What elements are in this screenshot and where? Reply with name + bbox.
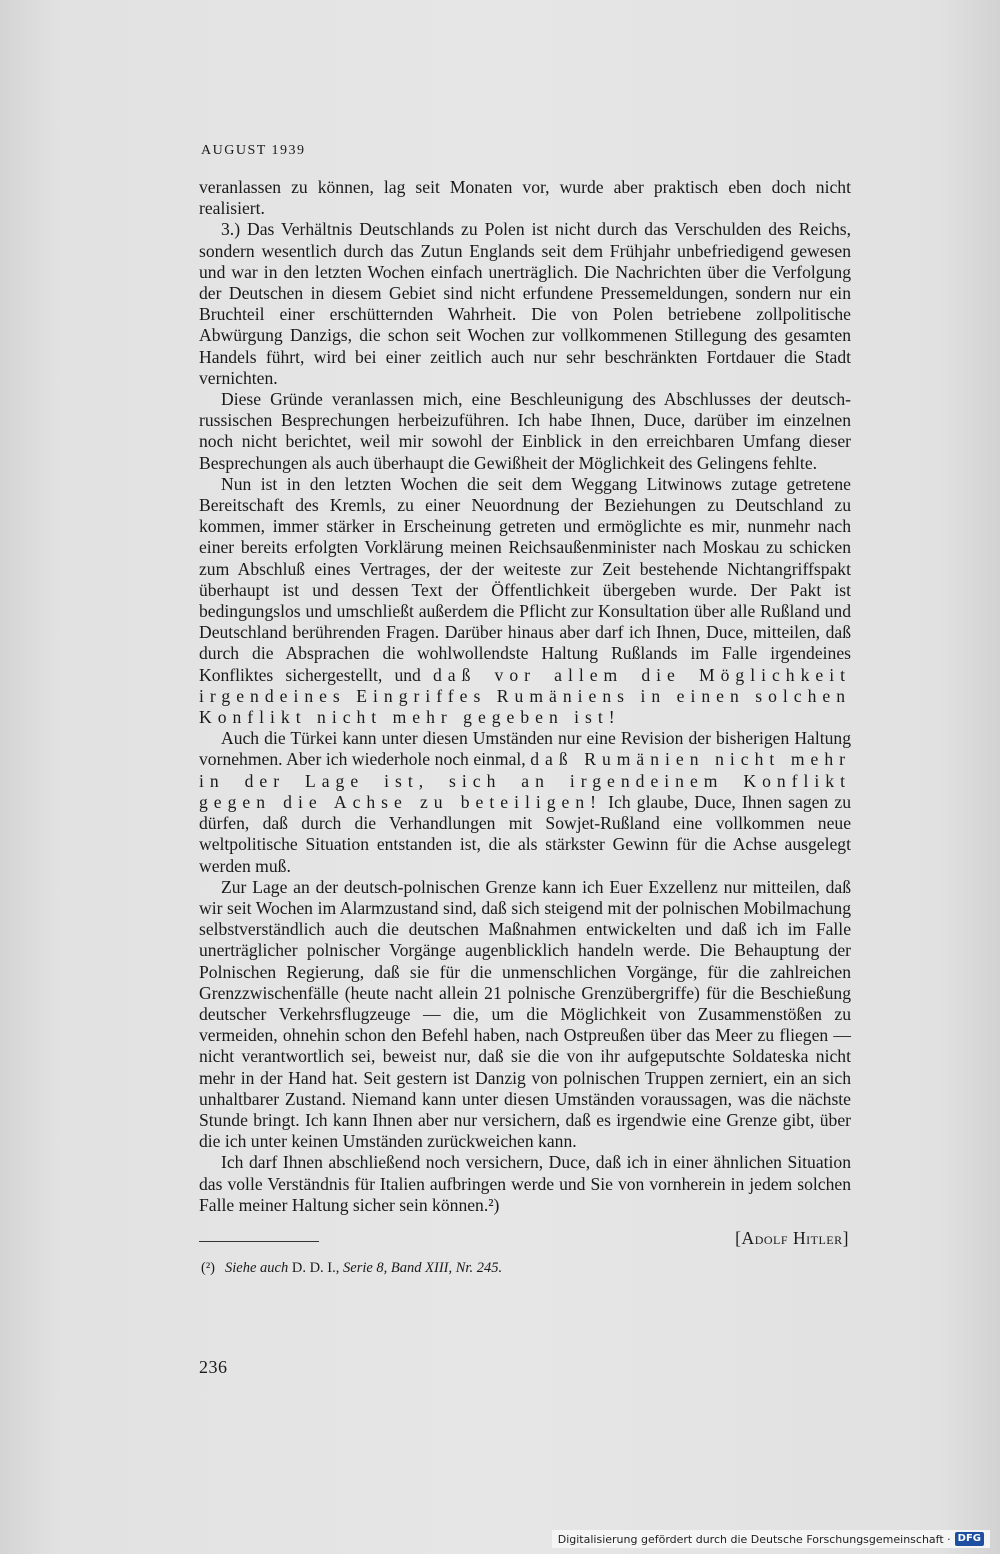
footnote	[201, 1260, 851, 1280]
paragraph-turkey-text: Auch die Türkei kann unter diesen Umständen nur eine Revision der bisherigen Haltung vornehmen. Aber ich wiederhole noch einmal,	[199, 728, 851, 770]
paragraph-reasons: Diese Gründe veranlassen mich, eine Beschleunigung des Abschlusses der deutsch-russischen Besprechungen herbeizuführen. Ich habe Ihnen, Duce, darüber im einzelnen noch nicht berichtet, weil mir sowohl der Einblick in den erreichbaren Umfang dieser Besprechungen als auch überhaupt die Gewißheit der Möglichkeit des Gelingens fehlte.	[199, 389, 851, 473]
paragraph-turkey-emphasis: daß Rumänien nicht mehr in der Lage ist, sich an irgendeinem Konflikt gegen die Achse zu beteiligen!	[199, 749, 851, 812]
paragraph-turkey	[199, 728, 851, 876]
credit-bar	[552, 1530, 990, 1548]
document-page	[199, 143, 851, 1280]
paragraph-pact-emphasis: daß vor allem die Möglichkeit irgendeines Eingriffes Rumäniens in einen solchen Konflikt nicht mehr gegeben ist!	[199, 664, 851, 728]
paragraph-point-3: 3.) Das Verhältnis Deutschlands zu Polen ist nicht durch das Verschulden des Reichs, sondern wesentlich durch das Zutun Englands seit dem Frühjahr unbefriedigend gewesen und war in den letzten Wochen einfach unerträglich. Die Nachrichten über die Verfolgung der Deutschen in diesem Gebiet sind nicht erfundene Pressemeldungen, sondern nur ein Bruchteil einer erschütternden Wahrheit. Die von Polen betriebene zollpolitische Abwürgung Danzigs, die schon seit Wochen zur vollkommenen Stillegung des gesamten Handels führt, wird bei einer zeitlich auch nur sehr beschränkten Fortdauer die Stadt vernichten.	[199, 219, 851, 388]
signature-row	[199, 1226, 851, 1258]
dfg-logo-icon: DFG	[955, 1532, 984, 1546]
footnote-prefix: Siehe auch	[225, 1259, 289, 1276]
footnote-rule	[199, 1241, 319, 1242]
paragraph-continuation: veranlassen zu können, lag seit Monaten vor, wurde aber praktisch eben doch nicht realisiert.	[199, 177, 851, 219]
paragraph-turkey-after: Ich glaube, Duce, Ihnen sagen zu dürfen, daß durch die Verhandlungen mit Sowjet-Rußland eine vollkommen neue weltpolitische Situation entstanden ist, die als stärkster Gewinn für die Achse ausgelegt werden muß.	[199, 791, 851, 876]
credit-text: Digitalisierung gefördert durch die Deutsche Forschungsgemeinschaft ·	[557, 1532, 951, 1546]
footnote-source: D. D. I.,	[291, 1259, 340, 1276]
page-number: 236	[199, 1357, 228, 1377]
paragraph-pact	[199, 474, 851, 728]
footnote-detail: Serie 8, Band XIII, Nr. 245.	[343, 1259, 503, 1276]
signature: [Adolf Hitler]	[735, 1227, 849, 1248]
paragraph-closing: Ich darf Ihnen abschließend noch versichern, Duce, daß ich in einer ähnlichen Situation das volle Verständnis für Italien aufbringen werde und Sie von vornherein in jedem solchen Falle meiner Haltung sicher sein können.²)	[199, 1152, 851, 1215]
paragraph-border: Zur Lage an der deutsch-polnischen Grenze kann ich Euer Exzellenz nur mitteilen, daß wir seit Wochen im Alarmzustand sind, daß sich steigend mit der polnischen Mobilmachung selbstverständlich auch die deutschen Maßnahmen entwickelten und daß ich im Falle unerträglicher polnischer Vorgänge augenblicklich handeln werde. Die Behauptung der Polnischen Regierung, daß sie für die unmenschlichen Vorgänge, für die zahlreichen Grenzzwischenfälle (heute nacht allein 21 polnische Grenzübergriffe) für die Beschießung deutscher Verkehrsflugzeuge — die, um die Möglichkeit von Zusammenstößen zu vermeiden, ohnehin schon den Befehl haben, nach Ostpreußen über das Meer zu fliegen — nicht verantwortlich sei, beweist nur, daß sie die von ihr aufgeputschte Soldateska nicht mehr in der Hand hat. Seit gestern ist Danzig von polnischen Truppen zerniert, ein an sich unhaltbarer Zustand. Niemand kann unter diesen Umständen voraussagen, was die nächste Stunde bringt. Ich kann Ihnen aber nur versichern, daß es irgendwie eine Grenze gibt, über die ich unter keinen Umständen zurückweichen kann.	[199, 876, 851, 1152]
paragraph-pact-text: Nun ist in den letzten Wochen die seit dem Weggang Litwinows zutage getretene Bereitschaft des Kremls, zu einer Neuordnung der Beziehungen zu Deutschland zu kommen, immer stärker in Erscheinung getreten und ermöglichte es mir, nunmehr nach einer bereits erfolgten Vorklärung meinen Reichsaußenminister nach Moskau zu schicken zum Abschluß eines Vertrages, der der weiteste zur Zeit bestehende Nichtangriffspakt überhaupt ist und dessen Text der Öffentlichkeit übergeben wurde. Der Pakt ist bedingungslos und umschließt außerdem die Pflicht zur Konsultation über alle Rußland und Deutschland berührenden Fragen. Darüber hinaus aber darf ich Ihnen, Duce, mitteilen, daß durch die Absprachen die wohlwollendste Haltung Rußlands im Falle irgendeines Konfliktes sichergestellt, und	[199, 473, 851, 685]
body-text	[199, 177, 851, 1216]
running-head: AUGUST 1939	[201, 143, 306, 158]
footnote-mark: (²)	[201, 1259, 216, 1276]
